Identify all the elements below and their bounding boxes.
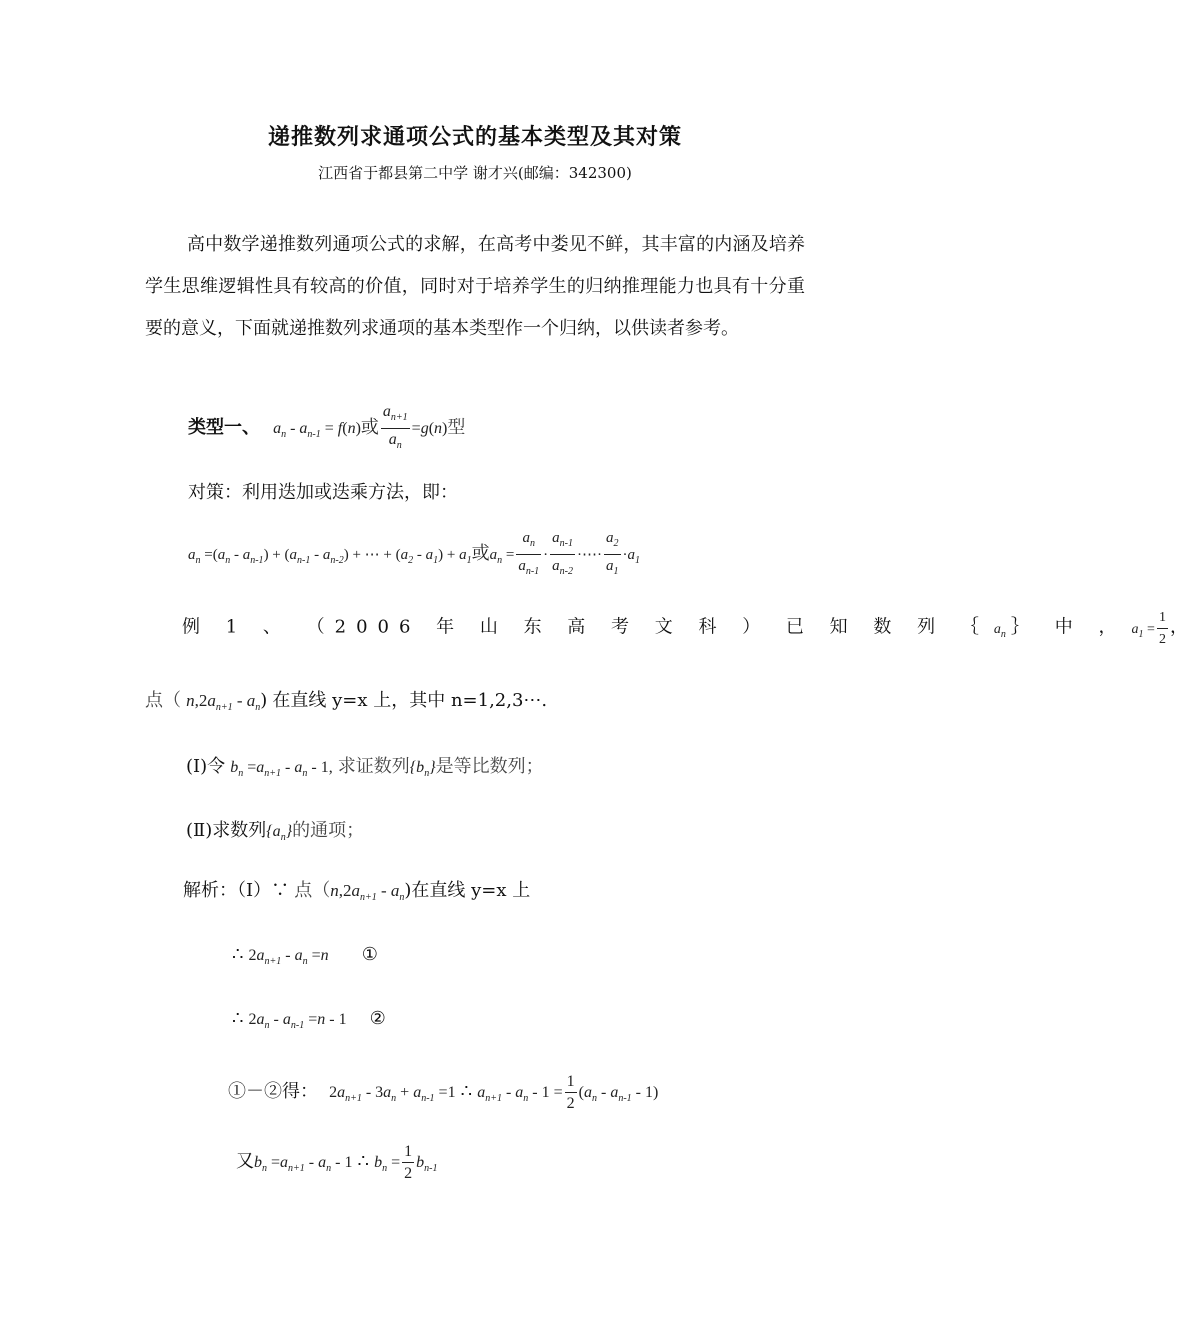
point-prefix: 点（ xyxy=(145,690,181,711)
type1-formula: $a_n - a_{n-1} = f(n)$或 $\frac{a_{n+1}}{a_n}$ =g(n)型 xyxy=(273,403,466,451)
also-line: 又$b_n =a_{n+1} - a_n - 1$ ∴ $b_n$ = $\frac{1}{2}$ $b_{n-1}$ xyxy=(236,1143,438,1182)
solution-label: 解析：（Ⅰ）∵ xyxy=(183,880,290,901)
example1-mid: ｝ 中 ， xyxy=(1011,616,1127,638)
type1-suffix: 型 xyxy=(447,417,466,438)
author-line: 江西省于都县第二中学 谢才兴(邮编：342300) xyxy=(318,164,632,182)
page-title: 递推数列求通项公式的基本类型及其对策 xyxy=(267,125,682,150)
example1-lead: 例 1 、 （2006 年 山 东 高 考 文 科 ） 已 知 数 列 ｛ xyxy=(182,616,989,638)
eq1-line: ∴ $2a_{n+1} - a_n =n$ ① xyxy=(232,944,378,967)
diff-line: ①－②得： $2a_{n+1} - 3a_n + a_{n-1} =1$ ∴ $a_{n+1} - a_n - 1$ = $\frac{1}{2}$ $(a_n - a_{n-1} - 1)$ xyxy=(228,1073,659,1112)
q1-label: (Ⅰ)令 xyxy=(186,756,226,777)
strategy-formula: $a_n =(a_n - a_{n-1}) + (a_{n-1} - a_{n-2})$ + ⋯ + $(a_2 - a_1) + a_1$或$a_n$ = $\frac{a_n}{a_{n-1}}$ · $\frac{a_{n-1}}{a_{n-2}}$ ·⋯· $\frac{a_2}{a_1}$ $\cdot a_1$ xyxy=(188,530,640,577)
circle-2: ② xyxy=(369,1008,386,1029)
solution-line1: 解析：（Ⅰ）∵ 点$(n,2a_{n+1} - a_n)$在直线 y=x 上 xyxy=(183,880,531,903)
question1: (Ⅰ)令 $b_n =a_{n+1} - a_n - 1$, 求证数列$\{b_n\}$是等比数列； xyxy=(186,756,544,779)
q2-label: (Ⅱ)求数列 xyxy=(186,820,267,841)
type1-or: 或 xyxy=(360,417,379,438)
question2: (Ⅱ)求数列$\{a_n\}$的通项； xyxy=(186,820,365,843)
also-label: 又 xyxy=(236,1151,254,1173)
example1-point-line: 点（ $n,2a_{n+1} - a_n$) 在直线 y=x 上，其中 n=1,2,3⋯. xyxy=(145,690,548,713)
q1-text: 求证数列 xyxy=(337,756,410,777)
type1-label: 类型一、 xyxy=(188,417,260,439)
circle-1: ① xyxy=(361,944,378,965)
example1-statement: 例 1 、 （2006 年 山 东 高 考 文 科 ） 已 知 数 列 ｛ $a_n$ ｝ 中 ， $a_1$ = $\frac{1}{2}$ ， xyxy=(182,610,1188,647)
q1-tail: 是等比数列； xyxy=(435,756,544,777)
eq2-line: ∴ $2a_n - a_{n-1} =n - 1$ ② xyxy=(232,1008,386,1031)
strategy-text: 对策：利用迭加或迭乘方法，即： xyxy=(188,482,458,503)
point-suffix: 在直线 y=x 上，其中 n=1,2,3⋯. xyxy=(272,690,548,711)
q2-tail: 的通项； xyxy=(292,820,365,841)
solution-point: 点（ xyxy=(294,880,331,901)
type1-heading xyxy=(188,402,465,457)
strategy-or: 或 xyxy=(471,542,490,563)
solution-tail: 在直线 y=x 上 xyxy=(411,880,531,901)
diff-label: ①－②得： xyxy=(228,1081,318,1103)
intro-paragraph: 高中数学递推数列通项公式的求解，在高考中娄见不鲜，其丰富的内涵及培养学生思维逻辑性具有较高的价值，同时对于培养学生的归纳推理能力也具有十分重要的意义，下面就递推数列求通项的基本类型作一个归纳，以供读者参考。 xyxy=(145,234,805,339)
